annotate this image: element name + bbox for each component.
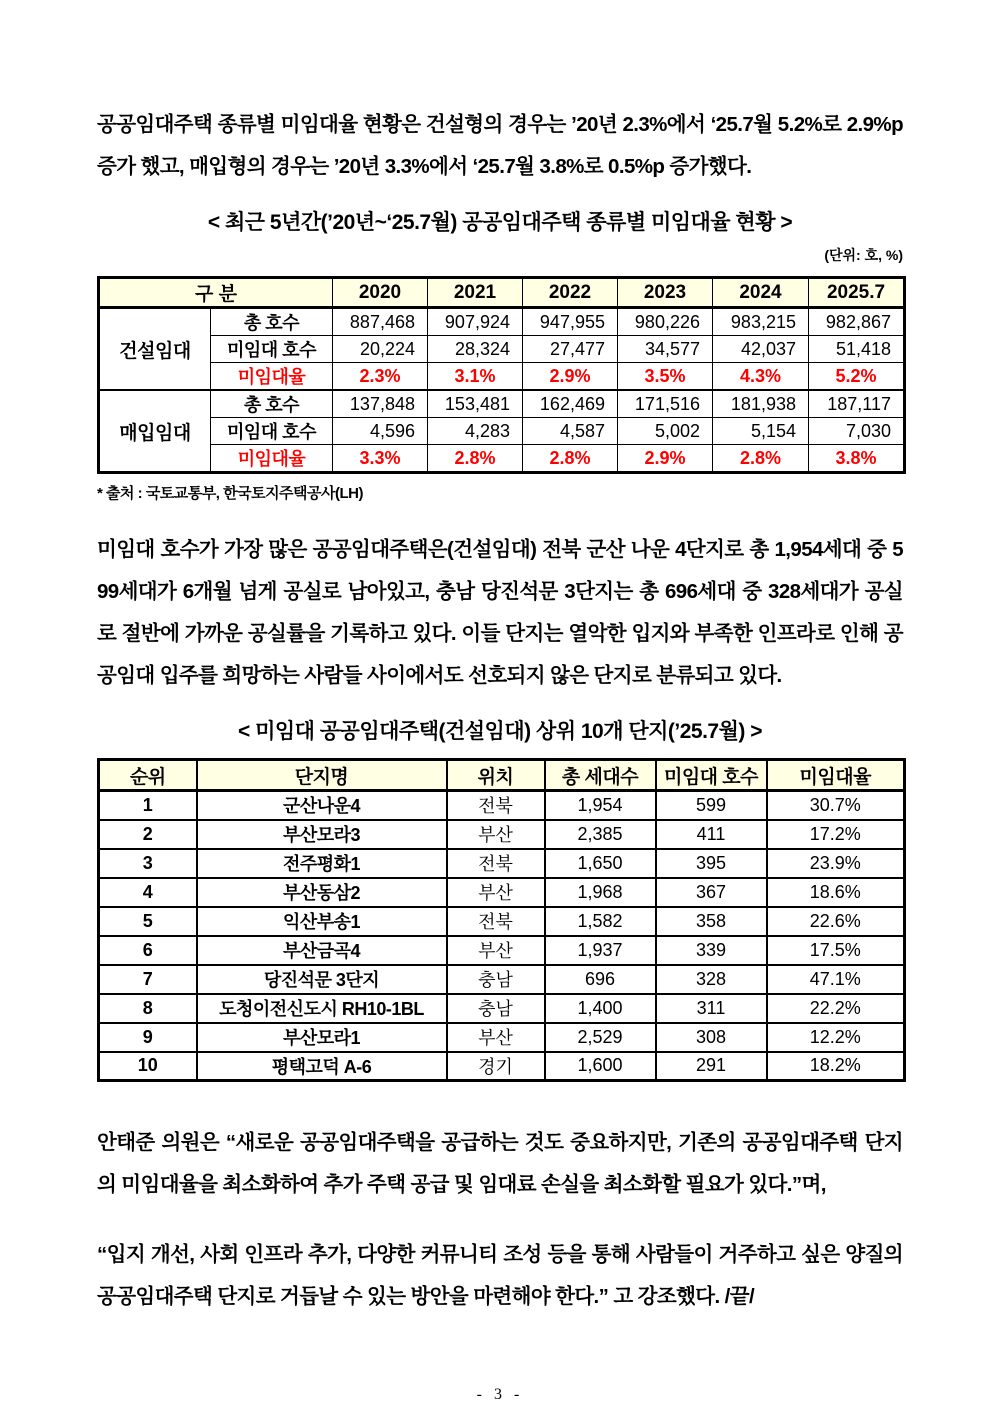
cell-complex-name: 익산부송1 <box>197 907 447 936</box>
cell-vacancy-rate: 22.6% <box>767 907 905 936</box>
table-header-row <box>99 278 905 308</box>
metric-label-vacancy-rate: 미임대율 <box>211 363 333 391</box>
cell-value: 3.1% <box>428 363 523 391</box>
column-header-location: 위치 <box>447 760 545 791</box>
cell-vacant-units: 328 <box>656 965 767 994</box>
cell-total-units: 1,582 <box>545 907 656 936</box>
table-row <box>99 418 905 445</box>
table-row <box>99 363 905 391</box>
source-note: * 출처 : 국토교통부, 한국토지주택공사(LH) <box>97 485 364 502</box>
cell-vacancy-rate: 17.2% <box>767 820 905 849</box>
table-row <box>99 907 905 936</box>
column-header-year: 2022 <box>523 278 618 308</box>
table-row <box>99 965 905 994</box>
cell-total-units: 696 <box>545 965 656 994</box>
cell-value: 4,283 <box>428 418 523 445</box>
cell-vacant-units: 308 <box>656 1023 767 1052</box>
cell-vacancy-rate: 18.6% <box>767 878 905 907</box>
cell-value: 153,481 <box>428 390 523 418</box>
cell-vacant-units: 411 <box>656 820 767 849</box>
cell-complex-name: 당진석문 3단지 <box>197 965 447 994</box>
cell-value: 187,117 <box>809 390 905 418</box>
table-row <box>99 1023 905 1052</box>
cell-vacancy-rate: 18.2% <box>767 1052 905 1081</box>
cell-value: 27,477 <box>523 336 618 363</box>
cell-rank: 6 <box>99 936 197 965</box>
cell-rank: 5 <box>99 907 197 936</box>
cell-rank: 8 <box>99 994 197 1023</box>
cell-complex-name: 군산나운4 <box>197 791 447 820</box>
column-header-rank: 순위 <box>99 760 197 791</box>
cell-value: 3.5% <box>618 363 713 391</box>
cell-location: 전북 <box>447 849 545 878</box>
cell-value: 2.3% <box>333 363 428 391</box>
table-row <box>99 1052 905 1081</box>
cell-value: 137,848 <box>333 390 428 418</box>
cell-complex-name: 전주평화1 <box>197 849 447 878</box>
cell-value: 5,002 <box>618 418 713 445</box>
cell-vacancy-rate: 23.9% <box>767 849 905 878</box>
cell-value: 162,469 <box>523 390 618 418</box>
group-label-construction: 건설임대 <box>99 308 211 391</box>
metric-label: 미임대 호수 <box>211 336 333 363</box>
table-row <box>99 994 905 1023</box>
cell-value: 51,418 <box>809 336 905 363</box>
cell-value: 2.8% <box>428 445 523 473</box>
cell-complex-name: 부산동삼2 <box>197 878 447 907</box>
column-header-vacancy-rate: 미임대율 <box>767 760 905 791</box>
cell-location: 경기 <box>447 1052 545 1081</box>
cell-value: 3.8% <box>809 445 905 473</box>
vacancy-rate-by-type-table <box>97 276 906 474</box>
cell-complex-name: 부산모라1 <box>197 1023 447 1052</box>
cell-complex-name: 부산금곡4 <box>197 936 447 965</box>
cell-location: 충남 <box>447 965 545 994</box>
metric-label: 미임대 호수 <box>211 418 333 445</box>
table-row <box>99 390 905 418</box>
cell-complex-name: 평택고덕 A-6 <box>197 1052 447 1081</box>
cell-total-units: 1,650 <box>545 849 656 878</box>
cell-location: 부산 <box>447 878 545 907</box>
cell-total-units: 1,968 <box>545 878 656 907</box>
cell-total-units: 1,400 <box>545 994 656 1023</box>
cell-rank: 7 <box>99 965 197 994</box>
page-number: - 3 - <box>476 1386 524 1403</box>
cell-location: 부산 <box>447 936 545 965</box>
cell-value: 171,516 <box>618 390 713 418</box>
cell-vacant-units: 395 <box>656 849 767 878</box>
column-header-vacant-units: 미임대 호수 <box>656 760 767 791</box>
metric-label-vacancy-rate: 미임대율 <box>211 445 333 473</box>
column-header-year: 2025.7 <box>809 278 905 308</box>
cell-location: 전북 <box>447 907 545 936</box>
cell-total-units: 2,385 <box>545 820 656 849</box>
cell-rank: 10 <box>99 1052 197 1081</box>
column-header-year: 2024 <box>713 278 809 308</box>
cell-value: 2.8% <box>713 445 809 473</box>
table-row <box>99 936 905 965</box>
cell-value: 5.2% <box>809 363 905 391</box>
cell-vacancy-rate: 30.7% <box>767 791 905 820</box>
table-header-row <box>99 760 905 791</box>
cell-value: 947,955 <box>523 308 618 336</box>
cell-value: 181,938 <box>713 390 809 418</box>
cell-rank: 4 <box>99 878 197 907</box>
cell-rank: 9 <box>99 1023 197 1052</box>
table2-title: < 미임대 공공임대주택(건설임대) 상위 10개 단지(’25.7월) > <box>237 720 762 743</box>
cell-vacant-units: 599 <box>656 791 767 820</box>
cell-value: 2.8% <box>523 445 618 473</box>
table-row <box>99 308 905 336</box>
cell-vacancy-rate: 12.2% <box>767 1023 905 1052</box>
quote-paragraph-2: “입지 개선, 사회 인프라 추가, 다양한 커뮤니티 조성 등을 통해 사람들이 거주하고 싶은 양질의 공공임대주택 단지로 거듭날 수 있는 방안을 마련해야 한다.” 고 강조했다. /끝/ <box>97 1243 903 1308</box>
cell-value: 4,587 <box>523 418 618 445</box>
cell-vacant-units: 291 <box>656 1052 767 1081</box>
cell-vacancy-rate: 17.5% <box>767 936 905 965</box>
metric-label: 총 호수 <box>211 308 333 336</box>
cell-value: 20,224 <box>333 336 428 363</box>
column-header-complex: 단지명 <box>197 760 447 791</box>
group-label-purchase: 매입임대 <box>99 390 211 473</box>
cell-value: 42,037 <box>713 336 809 363</box>
page-content <box>97 0 903 1403</box>
intro-paragraph: 공공임대주택 종류별 미임대율 현황은 건설형의 경우는 ’20년 2.3%에서 ‘25.7월 5.2%로 2.9%p 증가 했고, 매입형의 경우는 ’20년 3.3%에서 ‘25.7월 3.8%로 0.5%p 증가했다. <box>97 113 903 178</box>
cell-total-units: 1,600 <box>545 1052 656 1081</box>
cell-value: 887,468 <box>333 308 428 336</box>
cell-location: 부산 <box>447 820 545 849</box>
cell-rank: 3 <box>99 849 197 878</box>
cell-value: 983,215 <box>713 308 809 336</box>
cell-total-units: 2,529 <box>545 1023 656 1052</box>
metric-label: 총 호수 <box>211 390 333 418</box>
column-header-category: 구 분 <box>99 278 333 308</box>
column-header-year: 2023 <box>618 278 713 308</box>
cell-value: 7,030 <box>809 418 905 445</box>
cell-total-units: 1,954 <box>545 791 656 820</box>
column-header-year: 2021 <box>428 278 523 308</box>
cell-vacant-units: 339 <box>656 936 767 965</box>
table1-unit-note: (단위: 호, %) <box>824 247 903 263</box>
cell-value: 907,924 <box>428 308 523 336</box>
cell-location: 충남 <box>447 994 545 1023</box>
cell-value: 3.3% <box>333 445 428 473</box>
table-row <box>99 849 905 878</box>
cell-complex-name: 도청이전신도시 RH10-1BL <box>197 994 447 1023</box>
cell-value: 982,867 <box>809 308 905 336</box>
cell-location: 부산 <box>447 1023 545 1052</box>
cell-complex-name: 부산모라3 <box>197 820 447 849</box>
cell-total-units: 1,937 <box>545 936 656 965</box>
cell-value: 28,324 <box>428 336 523 363</box>
cell-vacancy-rate: 47.1% <box>767 965 905 994</box>
table-row <box>99 820 905 849</box>
column-header-total-units: 총 세대수 <box>545 760 656 791</box>
cell-value: 2.9% <box>523 363 618 391</box>
cell-value: 34,577 <box>618 336 713 363</box>
table-row <box>99 445 905 473</box>
cell-location: 전북 <box>447 791 545 820</box>
cell-vacancy-rate: 22.2% <box>767 994 905 1023</box>
cell-value: 980,226 <box>618 308 713 336</box>
cell-value: 2.9% <box>618 445 713 473</box>
cell-vacant-units: 367 <box>656 878 767 907</box>
cell-vacant-units: 358 <box>656 907 767 936</box>
cell-vacant-units: 311 <box>656 994 767 1023</box>
table-row <box>99 878 905 907</box>
cell-value: 4.3% <box>713 363 809 391</box>
column-header-year: 2020 <box>333 278 428 308</box>
cell-value: 5,154 <box>713 418 809 445</box>
table-row <box>99 791 905 820</box>
cell-value: 4,596 <box>333 418 428 445</box>
cell-rank: 1 <box>99 791 197 820</box>
quote-paragraph-1: 안태준 의원은 “새로운 공공임대주택을 공급하는 것도 중요하지만, 기존의 공공임대주택 단지의 미임대율을 최소화하여 추가 주택 공급 및 임대료 손실을 최소화할 필요가 있다.”며, <box>97 1131 903 1196</box>
table-row <box>99 336 905 363</box>
top10-vacant-complex-table <box>97 758 906 1082</box>
cell-rank: 2 <box>99 820 197 849</box>
table1-title: < 최근 5년간(’20년~‘25.7월) 공공임대주택 종류별 미임대율 현황 > <box>207 211 793 234</box>
body-paragraph: 미임대 호수가 가장 많은 공공임대주택은(건설임대) 전북 군산 나운 4단지로 총 1,954세대 중 599세대가 6개월 넘게 공실로 남아있고, 충남 당진석문 3단지는 총 696세대 중 328세대가 공실로 절반에 가까운 공실률을 기록하고 있다. 이들 단지는 열악한 입지와 부족한 인프라로 인해 공공임대 입주를 희망하는 사람들 사이에서도 선호되지 않은 단지로 분류되고 있다. <box>97 538 903 687</box>
